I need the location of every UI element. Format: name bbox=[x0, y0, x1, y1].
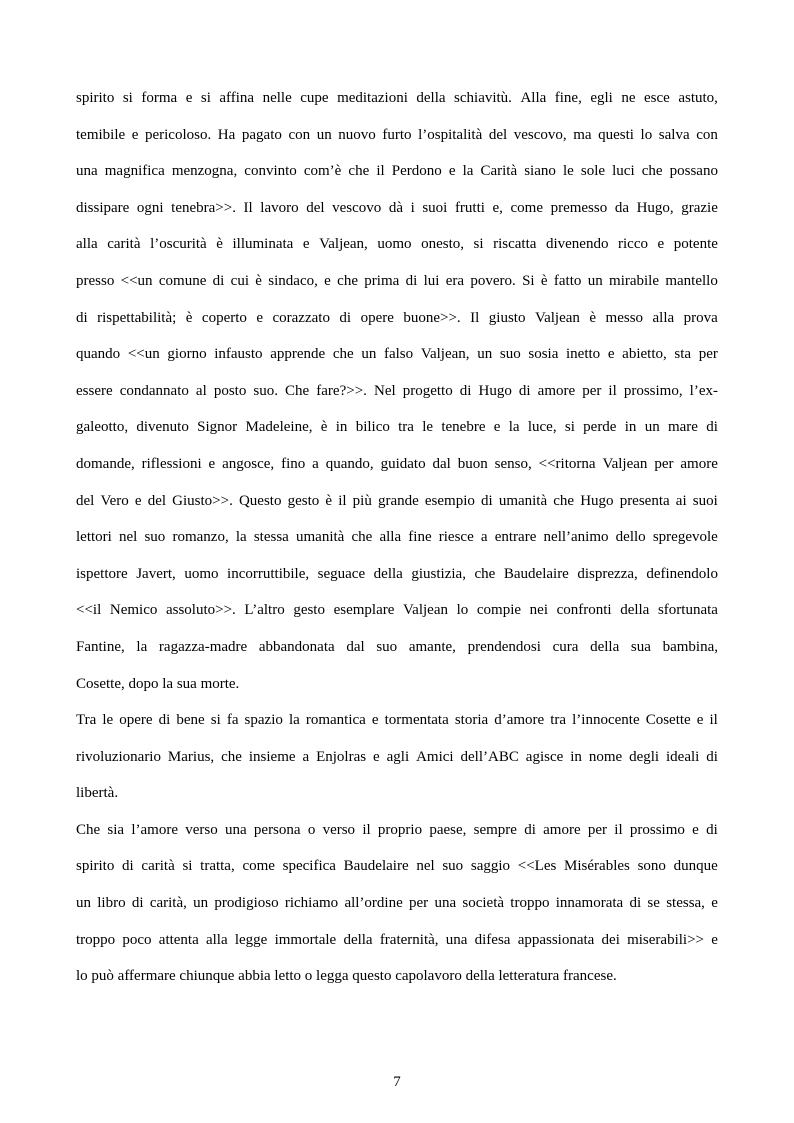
text-line: rivoluzionario Marius, che insieme a Enjolras e agli Amici dell’ABC agisce in nome degli ideali di bbox=[76, 748, 718, 765]
page-number: 7 bbox=[393, 1074, 401, 1090]
text-line: dissipare ogni tenebra>>. Il lavoro del vescovo dà i suoi frutti e, come premesso da Hugo, grazie bbox=[76, 199, 718, 216]
text-line: quando <<un giorno infausto apprende che un falso Valjean, un suo sosia inetto e abietto, sta per bbox=[76, 346, 718, 363]
text-line: spirito si forma e si affina nelle cupe meditazioni della schiavitù. Alla fine, egli ne esce astuto, bbox=[76, 90, 718, 106]
text-line: ispettore Javert, uomo incorruttibile, seguace della giustizia, che Baudelaire disprezza, definendolo bbox=[76, 565, 718, 582]
text-line: Cosette, dopo la sua morte. bbox=[76, 675, 240, 692]
text-line: essere condannato al posto suo. Che fare?>>. Nel progetto di Hugo di amore per il prossimo, l’ex- bbox=[76, 382, 718, 399]
text-line: lo può affermare chiunque abbia letto o legga questo capolavoro della letteratura francese. bbox=[76, 968, 617, 985]
text-line: temibile e pericoloso. Ha pagato con un nuovo furto l’ospitalità del vescovo, ma questi lo salva con bbox=[76, 126, 718, 143]
text-line: domande, riflessioni e angosce, fino a quando, guidato dal buon senso, <<ritorna Valjean per amore bbox=[76, 455, 718, 472]
text-line: spirito di carità si tratta, come specifica Baudelaire nel suo saggio <<Les Misérables sono dunque bbox=[76, 858, 718, 875]
text-line: galeotto, divenuto Signor Madeleine, è in bilico tra le tenebre e la luce, si perde in un mare di bbox=[76, 419, 718, 436]
text-line: troppo poco attenta alla legge immortale della fraternità, una difesa appassionata dei miserabili>> e bbox=[76, 931, 718, 948]
text-line: Tra le opere di bene si fa spazio la romantica e tormentata storia d’amore tra l’innocente Cosette e il bbox=[76, 712, 718, 729]
text-line: del Vero e del Giusto>>. Questo gesto è il più grande esempio di umanità che Hugo presenta ai suoi bbox=[76, 492, 718, 509]
text-line: Fantine, la ragazza-madre abbandonata dal suo amante, prendendosi cura della sua bambina, bbox=[76, 638, 718, 655]
text-line: libertà. bbox=[76, 785, 119, 802]
text-line: presso <<un comune di cui è sindaco, e che prima di lui era povero. Si è fatto un mirabile mantello bbox=[76, 272, 718, 289]
text-line: una magnifica menzogna, convinto com’è che il Perdono e la Carità siano le sole luci che possano bbox=[76, 163, 718, 180]
document-body bbox=[76, 88, 718, 1003]
text-line: Che sia l’amore verso una persona o verso il proprio paese, sempre di amore per il prossimo e di bbox=[76, 821, 718, 838]
text-line: alla carità l’oscurità è illuminata e Valjean, uomo onesto, si riscatta divenendo ricco e potente bbox=[76, 236, 718, 253]
text-line: <<il Nemico assoluto>>. L’altro gesto esemplare Valjean lo compie nei confronti della sfortunata bbox=[76, 602, 718, 619]
text-line: un libro di carità, un prodigioso richiamo all’ordine per una società troppo innamorata di se stessa, e bbox=[76, 895, 718, 912]
text-line: di rispettabilità; è coperto e corazzato di opere buone>>. Il giusto Valjean è messo alla prova bbox=[76, 309, 718, 326]
text-line: lettori nel suo romanzo, la stessa umanità che alla fine riesce a entrare nell’animo dello spregevole bbox=[76, 529, 718, 546]
